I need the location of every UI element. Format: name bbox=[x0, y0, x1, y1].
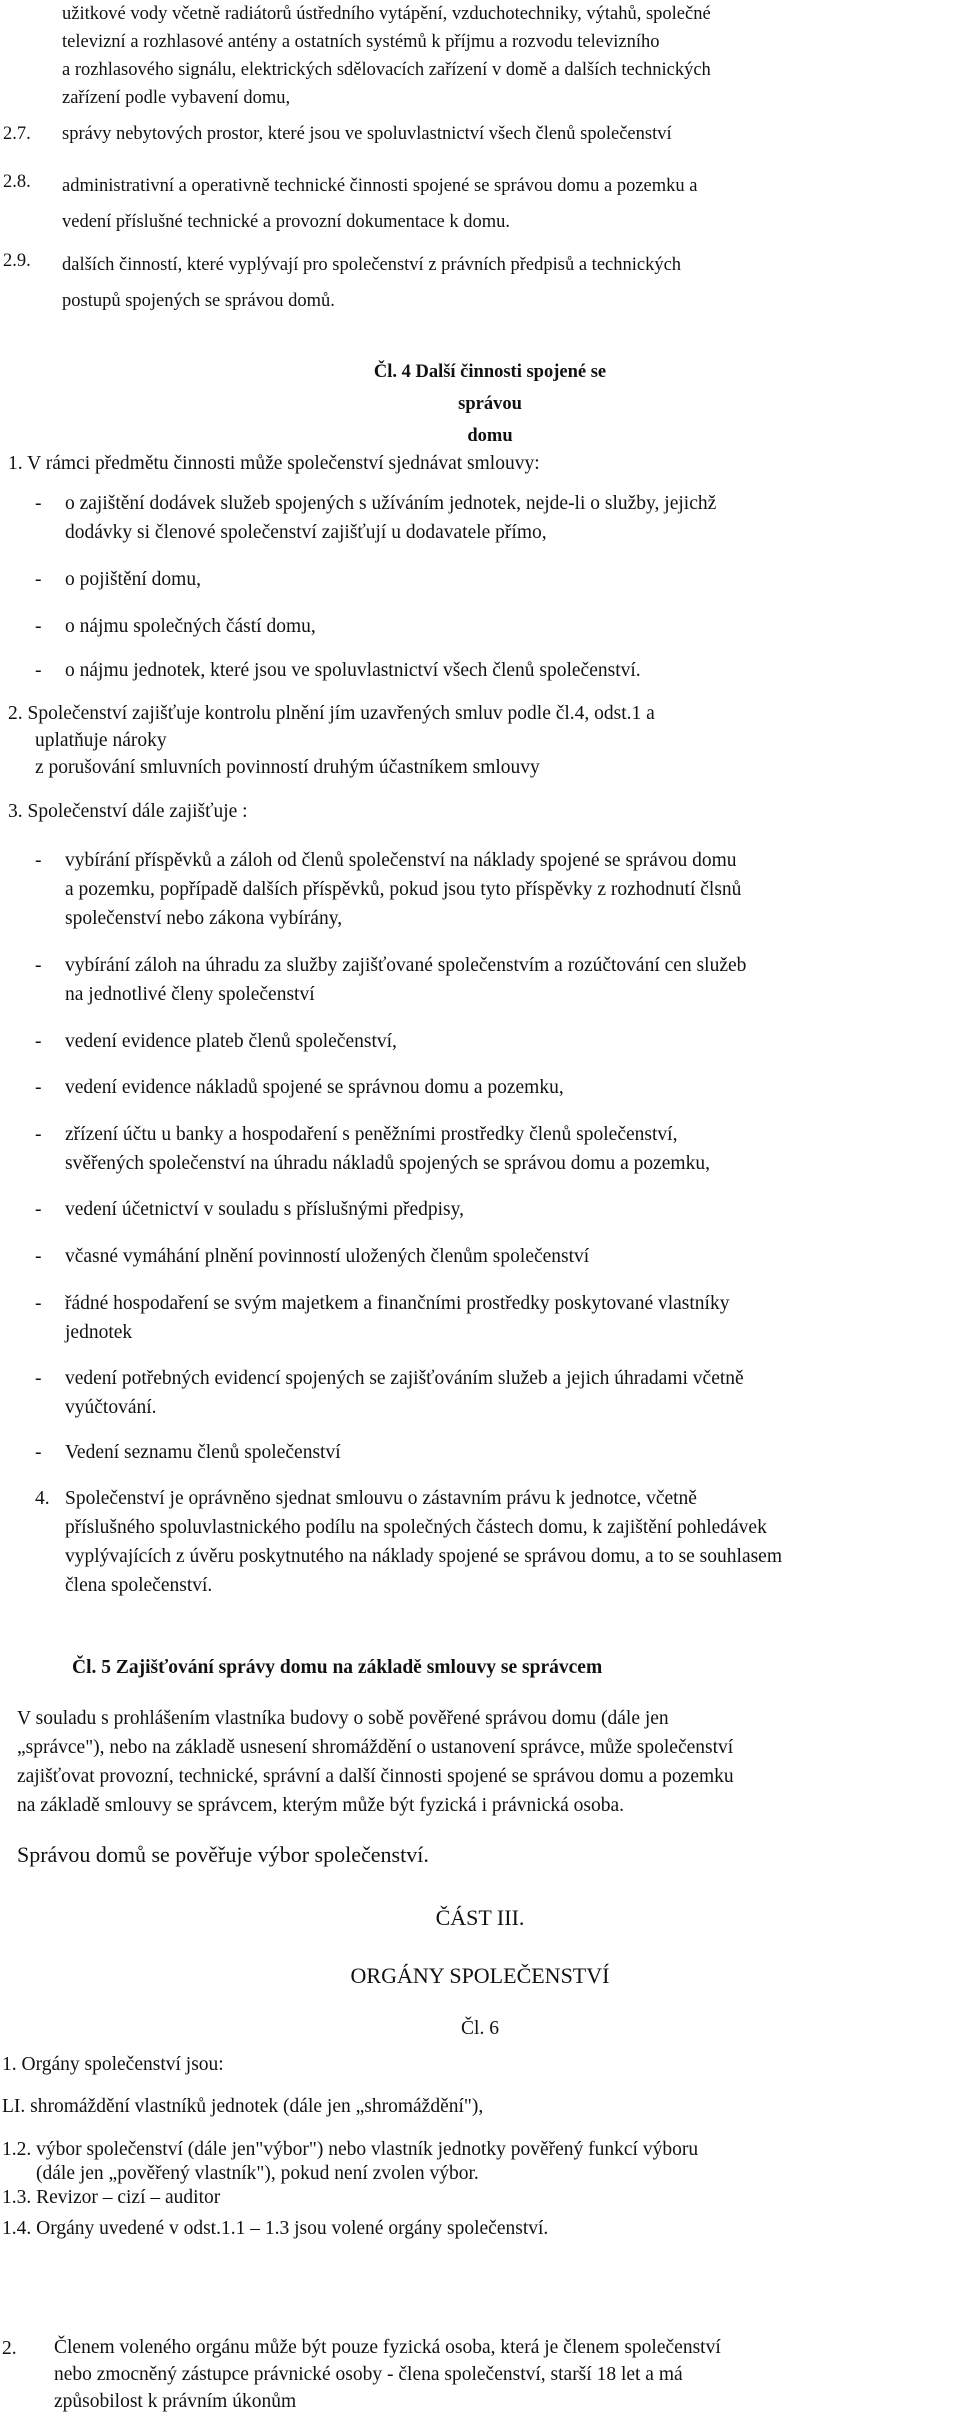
organs-intro: 1. Orgány společenství jsou: bbox=[2, 2054, 224, 2075]
document-page: užitkové vody včetně radiátorů ústředního vytápění, vzduchotechniky, výtahů, společné televizní a rozhlasové antény a ostatních systémů k příjmu a rozvodu televizního a rozhlasového signálu, elektrických sdělovacích zařízení v domě a dalších technických zařízení podle vybavení domu, 2.7. správy nebytových prostor, které jsou ve spoluvlastnictví všech členů společenství 2.8. administrativní a operativně technické činnosti spojené se správou domu a pozemku a vedení příslušné technické a provozní dokumentace k domu. 2.9. dalších činností, které vyplývají pro společenství z právních předpisů a technických postupů spojených se správou domů. Čl. 4 Další činnosti spojené se správou domu 1. V rámci předmětu činnosti může společenství sjednávat smlouvy: - o zajištění dodávek služeb spojených s užíváním jednotek, nejde-li o služby, jejichž dodávky si členové společenství zajišťují u dodavatele přímo, - o pojištění domu, - o nájmu společných částí domu, - o nájmu jednotek, které jsou ve spoluvlastnictví všech členů společenství. 2. Společenství zajišťuje kontrolu plnění jím uzavřených smluv podle čl.4, odst.1 a uplatňuje nároky z porušování smluvních povinností druhým účastníkem smlouvy 3. Společenství dále zajišťuje : - vybírání příspěvků a záloh od členů společenství na náklady spojené se správou domu a pozemku, popřípadě dalších příspěvků, pokud jsou tyto příspěvky z rozhodnutí člsnů společenství nebo zákona vybírány, - vybírání záloh na úhradu za služby zajišťované společenstvím a rozúčtování cen služeb na jednotlivé členy společenství - vedení evidence plateb členů společenství, - vedení evidence nákladů spojené se správnou domu a pozemku, - zřízení účtu u banky a hospodaření s peněžními prostředky členů společenství, svěřených společenství na úhradu nákladů spojených se správou domu a pozemku, - vedení účetnictví v souladu s příslušnými předpisy, - včasné vymáhání plnění povinností uložených členům společenství - řádné hospodaření se svým majetkem a finančními prostředky poskytované vlastníky jednotek - vedení potřebných evidencí spojených se zajišťováním služeb a jejich úhradami včetně vyúčtování. - Vedení seznamu členů společenství 4. Společenství je oprávněno sjednat smlouvu o zástavním právu k jednotce, včetně příslušného spoluvlastnického podílu na společných částech domu, k zajištění pohledávek vyplývajících z úvěru poskytnutého na náklady spojené se správou domu, a to se souhlasem člena společenství. Čl. 5 Zajišťování správy domu na základě smlouvy se správcem V souladu s prohlášením vlastníka budovy o sobě pověřené správou domu (dále jen „správce"), nebo na základě usnesení shromáždění o ustanovení správce, může společenství zajišťovat provozní, technické, správní a další činnosti spojené se správou domu a pozemku na základě smlouvy se správcem, kterým může být fyzická i právnická osoba. Správou domů se pověřuje výbor společenství. ČÁST III. ORGÁNY SPOLEČENSTVÍ Čl. 6 1. Orgány společenství jsou: LI. shromáždění vlastníků jednotek (dále jen „shromáždění"), 1.2. výbor společenství (dále jen"výbor") nebo vlastník jednotky pověřený funkcí výboru (dále jen „pověřený vlastník"), pokud není zvolen výbor. 1.3. Revizor – cizí – auditor 1.4. Orgány uvedené v odst.1.1 – 1.3 jsou volené orgány společenství. 2. Členem voleného orgánu může být pouze fyzická osoba, která je členem společenství nebo zmocněný zástupce právnické osoby - člena společenství, starší 18 let a má způsobilost k právním úkonům bbox=[0, 0, 960, 2432]
text-line: uplatňuje nároky bbox=[35, 730, 167, 751]
text-line: V souladu s prohlášením vlastníka budovy o sobě pověřené správou domu (dále jen bbox=[17, 1708, 669, 1729]
item-2-8 bbox=[0, 168, 900, 238]
item-text: postupů spojených se správou domů. bbox=[62, 291, 335, 311]
text-line: televizní a rozhlasové antény a ostatních systémů k příjmu a rozvodu televizního bbox=[62, 32, 660, 52]
text-line: vedení evidence nákladů spojené se správnou domu a pozemku, bbox=[65, 1077, 564, 1098]
text-line: a rozhlasového signálu, elektrických sdělovacích zařízení v domě a dalších technických bbox=[62, 60, 711, 80]
text-line: (dále jen „pověřený vlastník"), pokud není zvolen výbor. bbox=[36, 2163, 479, 2184]
item-text: správy nebytových prostor, které jsou ve spoluvlastnictví všech členů společenství bbox=[62, 124, 672, 144]
text-line: člena společenství. bbox=[65, 1575, 213, 1596]
text-line: vybírání příspěvků a záloh od členů společenství na náklady spojené se správou domu bbox=[65, 850, 737, 871]
paragraph-3-intro: 3. Společenství dále zajišťuje : bbox=[8, 801, 248, 822]
paragraph-member bbox=[2, 2334, 902, 2429]
item-text: dalších činností, které vyplývají pro společenství z právních předpisů a technických bbox=[62, 255, 682, 275]
text-line: na jednotlivé členy společenství bbox=[65, 984, 315, 1005]
text-line: Společenství je oprávněno sjednat smlouvu o zástavním právu k jednotce, včetně bbox=[65, 1488, 697, 1509]
item-number: 2.9. bbox=[3, 251, 31, 271]
text-line: o nájmu jednotek, které jsou ve spoluvlastnictví všech členů společenství. bbox=[65, 660, 641, 681]
commission-line: Správou domů se pověřuje výbor společenství. bbox=[17, 1842, 429, 1867]
heading-line: domu bbox=[467, 426, 513, 446]
text-line: užitkové vody včetně radiátorů ústředního vytápění, vzduchotechniky, výtahů, společné bbox=[62, 4, 711, 24]
item-text: administrativní a operativně technické činnosti spojené se správou domu a pozemku a bbox=[62, 176, 698, 196]
text-line: společenství nebo zákona vybírány, bbox=[65, 908, 343, 929]
text-line: vedení potřebných evidencí spojených se zajišťováním služeb a jejich úhradami včetně bbox=[65, 1368, 744, 1389]
part-subtitle: ORGÁNY SPOLEČENSTVÍ bbox=[350, 1963, 610, 1988]
section-heading-cl5: Čl. 5 Zajišťování správy domu na základě smlouvy se správcem bbox=[72, 1657, 603, 1678]
text-line: vedení účetnictví v souladu s příslušnými předpisy, bbox=[65, 1199, 464, 1220]
article-6-heading: Čl. 6 bbox=[461, 2018, 499, 2039]
text-line: zřízení účtu u banky a hospodaření s peněžními prostředky členů společenství, bbox=[65, 1124, 678, 1145]
paragraph-4 bbox=[35, 1484, 915, 1604]
organs-item-1-1: LI. shromáždění vlastníků jednotek (dále jen „shromáždění"), bbox=[2, 2096, 484, 2117]
paragraph-2 bbox=[8, 700, 908, 781]
item-2-7 bbox=[0, 120, 900, 150]
intro-paragraph bbox=[62, 0, 902, 112]
text-line: o zajištění dodávek služeb spojených s užíváním jednotek, nejde-li o služby, jejichž bbox=[65, 493, 717, 514]
text-line: vedení evidence plateb členů společenství, bbox=[65, 1031, 397, 1052]
text-line: zajišťovat provozní, technické, správní a další činnosti spojené se správou domu a pozemku bbox=[17, 1766, 734, 1787]
part-title: ČÁST III. bbox=[435, 1905, 525, 1930]
text-line: vyúčtování. bbox=[65, 1397, 157, 1418]
text-line: na základě smlouvy se správcem, kterým může být fyzická i právnická osoba. bbox=[17, 1795, 624, 1816]
text-line: Členem voleného orgánu může být pouze fyzická osoba, která je členem společenství bbox=[54, 2337, 721, 2358]
text-line: zařízení podle vybavení domu, bbox=[62, 88, 291, 108]
organs-item-1-3: 1.3. Revizor – cizí – auditor bbox=[2, 2187, 221, 2208]
text-line: řádné hospodaření se svým majetkem a finančními prostředky poskytované vlastníky bbox=[65, 1293, 730, 1314]
text-line: dodávky si členové společenství zajišťují u dodavatele přímo, bbox=[65, 522, 547, 543]
text-line: z porušování smluvních povinností druhým účastníkem smlouvy bbox=[35, 757, 540, 778]
text-line: vybírání záloh na úhradu za služby zajišťované společenstvím a rozúčtování cen služeb bbox=[65, 955, 747, 976]
text-line: včasné vymáhání plnění povinností uložených členům společenství bbox=[65, 1246, 590, 1267]
paragraph-cl5 bbox=[17, 1704, 907, 1820]
text-line: „správce"), nebo na základě usnesení shromáždění o ustanovení správce, může společenství bbox=[17, 1737, 734, 1758]
item-2-9 bbox=[0, 247, 900, 317]
paragraph-1-intro: 1. V rámci předmětu činnosti může společenství sjednávat smlouvy: bbox=[8, 453, 540, 474]
text-line: příslušného spoluvlastnického podílu na společných částech domu, k zajištění pohledávek bbox=[65, 1517, 767, 1538]
heading-line: Čl. 4 Další činnosti spojené se správou bbox=[373, 362, 607, 414]
item-number: 2.7. bbox=[3, 124, 31, 144]
organs-item-1-2 bbox=[2, 2138, 902, 2186]
text-line: Vedení seznamu členů společenství bbox=[65, 1442, 341, 1463]
text-line: jednotek bbox=[65, 1322, 133, 1343]
text-line: 1.2. výbor společenství (dále jen"výbor") nebo vlastník jednotky pověřený funkcí výboru bbox=[2, 2139, 699, 2160]
text-line: o nájmu společných částí domu, bbox=[65, 616, 316, 637]
text-line: vyplývajících z úvěru poskytnutého na náklady spojené se správou domu, a to se souhlasem bbox=[65, 1546, 783, 1567]
item-number: 2.8. bbox=[3, 172, 31, 192]
item-number: 4. bbox=[35, 1488, 50, 1509]
text-line: a pozemku, popřípadě dalších příspěvků, pokud jsou tyto příspěvky z rozhodnutí člsnů bbox=[65, 879, 742, 900]
section-heading-cl4 bbox=[340, 356, 640, 452]
text-line: o pojištění domu, bbox=[65, 569, 201, 590]
text-line: způsobilost k právním úkonům bbox=[54, 2391, 297, 2412]
organs-item-1-4: 1.4. Orgány uvedené v odst.1.1 – 1.3 jsou volené orgány společenství. bbox=[2, 2218, 549, 2239]
text-line: nebo zmocněný zástupce právnické osoby - člena společenství, starší 18 let a má bbox=[54, 2364, 683, 2385]
text-line: 2. Společenství zajišťuje kontrolu plnění jím uzavřených smluv podle čl.4, odst.1 a bbox=[8, 703, 655, 724]
text-line: svěřených společenství na úhradu nákladů spojených se správou domu a pozemku, bbox=[65, 1153, 710, 1174]
item-number: 2. bbox=[2, 2338, 17, 2359]
item-text: vedení příslušné technické a provozní dokumentace k domu. bbox=[62, 212, 510, 232]
